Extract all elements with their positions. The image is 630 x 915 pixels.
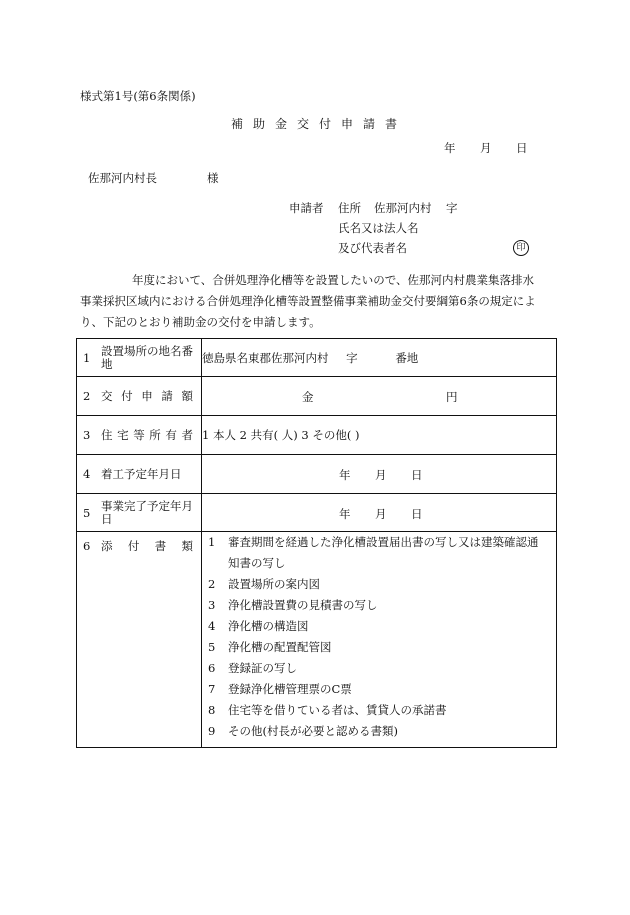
item-text: 設置場所の案内図 [228, 577, 320, 591]
row4-number: 4 [83, 467, 91, 481]
item-number: 6 [208, 661, 216, 675]
row1-number: 1 [83, 350, 91, 365]
application-table [76, 338, 557, 748]
completion-year: 年 [339, 507, 351, 521]
item-text: 登録浄化槽管理票のC票 [228, 682, 352, 696]
item-text: 審査期間を経過した浄化槽設置届出書の写し又は建築確認通 [228, 535, 539, 549]
item-text: 住宅等を借りている者は、賃貸人の承諾書 [228, 703, 447, 717]
list-item [202, 721, 556, 742]
start-year: 年 [339, 468, 351, 482]
location-banchi: 番地 [395, 350, 419, 365]
owner-type-field[interactable] [202, 416, 557, 455]
paragraph-line-1: 年度において、合併処理浄化槽等を設置したいので、佐那河内村農業集落排水 [132, 273, 535, 287]
row5-label [77, 494, 202, 532]
row5-number: 5 [83, 505, 91, 520]
applicant-name-label: 氏名又は法人名 [338, 221, 419, 235]
table-row [77, 455, 557, 494]
list-item [202, 637, 556, 658]
item-number: 2 [208, 577, 216, 591]
form-reference: 様式第1号(第6条関係) [80, 89, 196, 103]
row2-label-char: 交 [101, 389, 113, 403]
item-number: 7 [208, 682, 216, 696]
row5-label-line1: 事業完了予定年月 [101, 498, 193, 513]
row6-label [77, 532, 202, 748]
item-text: 知書の写し [228, 556, 286, 570]
row2-label [77, 377, 202, 416]
list-item [202, 574, 556, 595]
table-row [77, 494, 557, 532]
attachments-list [202, 532, 557, 748]
list-item-continuation [202, 553, 556, 574]
row2-label-char: 請 [161, 389, 173, 403]
addressee-name: 佐那河内村長 [88, 171, 157, 185]
row6-label-char: 添 [101, 539, 113, 553]
paragraph-line-2: 事業採択区域内における合併処理浄化槽等設置整備事業補助金交付要綱第6条の規定によ [80, 294, 536, 308]
paragraph-line-3: り、下記のとおり補助金の交付を申請します。 [80, 315, 321, 329]
start-month: 月 [375, 468, 387, 482]
date-year: 年 [444, 141, 456, 155]
row2-label-char: 付 [121, 389, 133, 403]
item-number: 1 [208, 535, 216, 549]
completion-month: 月 [375, 507, 387, 521]
list-item [202, 616, 556, 637]
row2-number: 2 [83, 389, 91, 403]
item-number: 9 [208, 724, 216, 738]
row1-label-line1: 設置場所の地名番 [101, 343, 193, 358]
row5-label-line2: 日 [101, 511, 113, 526]
row6-label-char: 書 [154, 539, 167, 553]
table-row [77, 532, 557, 748]
row3-label-char: 所 [149, 428, 161, 442]
table-row [77, 377, 557, 416]
list-item [202, 532, 556, 553]
representative-label: 及び代表者名 [338, 241, 407, 255]
table-row [77, 416, 557, 455]
addressee-honorific: 様 [207, 171, 219, 185]
item-text: 登録証の写し [228, 661, 297, 675]
application-paragraph [80, 270, 558, 333]
row1-label [77, 339, 202, 377]
item-number: 4 [208, 619, 216, 633]
item-number: 3 [208, 598, 216, 612]
amount-kin: 金 [302, 390, 314, 404]
row3-label-char: 住 [101, 428, 113, 442]
owner-type-options: 1 本人 2 共有( 人) 3 その他( ) [202, 428, 360, 442]
row6-label-char: 類 [181, 539, 193, 553]
completion-date-field[interactable] [202, 494, 557, 532]
location-aza: 字 [346, 350, 358, 365]
row4-label-text: 着工予定年月日 [101, 466, 182, 481]
row3-label-char: 宅 [117, 428, 129, 442]
date-month: 月 [480, 141, 492, 155]
row3-label-char: 者 [181, 428, 193, 442]
row3-label-char: 等 [133, 428, 145, 442]
address-aza: 字 [446, 201, 458, 215]
list-item [202, 679, 556, 700]
list-item [202, 595, 556, 616]
row6-number: 6 [83, 539, 91, 553]
start-day: 日 [411, 468, 423, 482]
list-item [202, 700, 556, 721]
row2-label-char: 額 [181, 389, 193, 403]
document-title: 補助金交付申請書 [231, 117, 408, 131]
seal-icon: 印 [513, 240, 529, 256]
list-item [202, 658, 556, 679]
application-amount-field[interactable] [202, 377, 557, 416]
address-label: 住所 [338, 201, 361, 215]
row1-label-line2: 地 [101, 356, 113, 371]
amount-yen: 円 [446, 390, 458, 404]
table-row [77, 339, 557, 377]
row3-number: 3 [83, 428, 91, 442]
row4-label [77, 455, 202, 494]
applicant-label: 申請者 [289, 201, 324, 215]
date-day: 日 [516, 141, 528, 155]
location-prefix: 徳島県名東郡佐那河内村 [202, 350, 329, 365]
row6-label-char: 付 [127, 539, 140, 553]
installation-location-field[interactable] [202, 339, 557, 377]
item-text: その他(村長が必要と認める書類) [228, 724, 398, 738]
start-date-field[interactable] [202, 455, 557, 494]
row3-label [77, 416, 202, 455]
item-text: 浄化槽の構造図 [228, 619, 309, 633]
address-value: 佐那河内村 [374, 201, 432, 215]
item-text: 浄化槽の配置配管図 [228, 640, 332, 654]
row3-label-char: 有 [165, 428, 177, 442]
item-text: 浄化槽設置費の見積書の写し [228, 598, 378, 612]
item-number: 8 [208, 703, 216, 717]
item-number: 5 [208, 640, 216, 654]
row2-label-char: 申 [141, 389, 153, 403]
completion-day: 日 [411, 507, 423, 521]
